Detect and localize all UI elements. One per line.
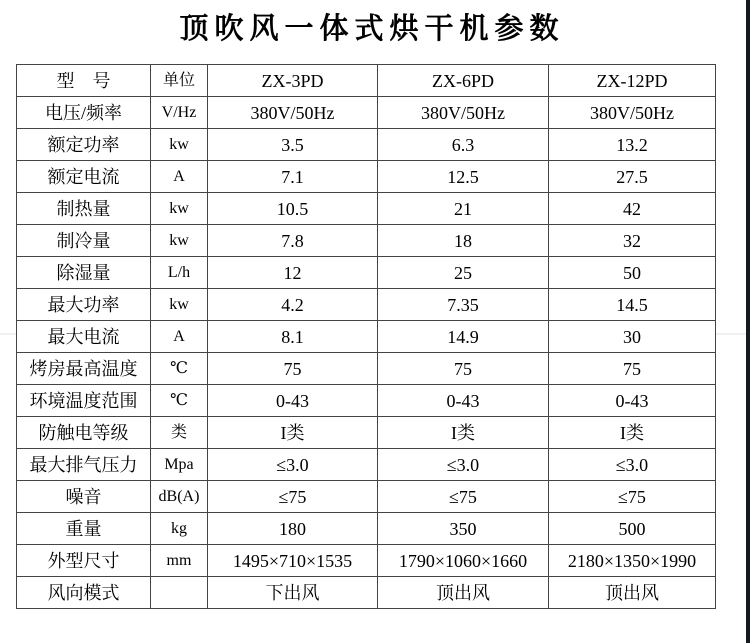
column-header-unit: 单位 — [151, 65, 208, 97]
unit-cell: mm — [151, 545, 208, 577]
zx-12pd-value-cell: 顶出风 — [549, 577, 716, 609]
unit-cell: kw — [151, 129, 208, 161]
zx-12pd-value-cell: 0-43 — [549, 385, 716, 417]
column-header-zx-6pd: ZX-6PD — [378, 65, 549, 97]
zx-12pd-value-cell: I类 — [549, 417, 716, 449]
table-row — [17, 417, 716, 449]
spec-label-cell: 烤房最高温度 — [17, 353, 151, 385]
zx-6pd-value-cell: 6.3 — [378, 129, 549, 161]
zx-12pd-value-cell: ≤75 — [549, 481, 716, 513]
zx-6pd-value-cell: 顶出风 — [378, 577, 549, 609]
zx-3pd-value-cell: 12 — [208, 257, 378, 289]
zx-12pd-value-cell: ≤3.0 — [549, 449, 716, 481]
table-row — [17, 513, 716, 545]
unit-cell: ℃ — [151, 353, 208, 385]
table-row — [17, 193, 716, 225]
zx-3pd-value-cell: 7.1 — [208, 161, 378, 193]
spec-label-cell: 额定功率 — [17, 129, 151, 161]
spec-label-cell: 环境温度范围 — [17, 385, 151, 417]
zx-6pd-value-cell: 1790×1060×1660 — [378, 545, 549, 577]
zx-3pd-value-cell: 10.5 — [208, 193, 378, 225]
zx-6pd-value-cell: 12.5 — [378, 161, 549, 193]
unit-cell: kw — [151, 225, 208, 257]
spec-label-cell: 额定电流 — [17, 161, 151, 193]
spec-label-cell: 防触电等级 — [17, 417, 151, 449]
table-row — [17, 353, 716, 385]
zx-12pd-value-cell: 27.5 — [549, 161, 716, 193]
table-row — [17, 449, 716, 481]
zx-12pd-value-cell: 75 — [549, 353, 716, 385]
zx-3pd-value-cell: ≤75 — [208, 481, 378, 513]
spec-label-cell: 制热量 — [17, 193, 151, 225]
zx-3pd-value-cell: 380V/50Hz — [208, 97, 378, 129]
zx-12pd-value-cell: 2180×1350×1990 — [549, 545, 716, 577]
zx-12pd-value-cell: 32 — [549, 225, 716, 257]
zx-3pd-value-cell: ≤3.0 — [208, 449, 378, 481]
table-row — [17, 321, 716, 353]
zx-3pd-value-cell: 1495×710×1535 — [208, 545, 378, 577]
table-row — [17, 481, 716, 513]
spec-label-cell: 最大排气压力 — [17, 449, 151, 481]
spec-table — [16, 64, 716, 609]
zx-6pd-value-cell: 18 — [378, 225, 549, 257]
table-row — [17, 257, 716, 289]
zx-12pd-value-cell: 50 — [549, 257, 716, 289]
zx-6pd-value-cell: 21 — [378, 193, 549, 225]
header-row — [17, 65, 716, 97]
zx-6pd-value-cell: 7.35 — [378, 289, 549, 321]
spec-label-cell: 外型尺寸 — [17, 545, 151, 577]
table-row — [17, 545, 716, 577]
unit-cell — [151, 577, 208, 609]
zx-3pd-value-cell: I类 — [208, 417, 378, 449]
zx-3pd-value-cell: 0-43 — [208, 385, 378, 417]
table-row — [17, 129, 716, 161]
unit-cell: V/Hz — [151, 97, 208, 129]
right-edge-strip — [746, 0, 750, 643]
spec-label-cell: 最大电流 — [17, 321, 151, 353]
zx-6pd-value-cell: ≤3.0 — [378, 449, 549, 481]
zx-3pd-value-cell: 8.1 — [208, 321, 378, 353]
spec-label-cell: 重量 — [17, 513, 151, 545]
zx-6pd-value-cell: 25 — [378, 257, 549, 289]
column-header-zx-12pd: ZX-12PD — [549, 65, 716, 97]
spec-label-cell: 制冷量 — [17, 225, 151, 257]
zx-12pd-value-cell: 13.2 — [549, 129, 716, 161]
zx-6pd-value-cell: 0-43 — [378, 385, 549, 417]
table-row — [17, 161, 716, 193]
unit-cell: ℃ — [151, 385, 208, 417]
spec-label-cell: 电压/频率 — [17, 97, 151, 129]
zx-3pd-value-cell: 75 — [208, 353, 378, 385]
table-row — [17, 577, 716, 609]
table-row — [17, 385, 716, 417]
zx-3pd-value-cell: 4.2 — [208, 289, 378, 321]
zx-3pd-value-cell: 180 — [208, 513, 378, 545]
spec-table-body — [17, 97, 716, 609]
zx-6pd-value-cell: I类 — [378, 417, 549, 449]
unit-cell: Mpa — [151, 449, 208, 481]
zx-3pd-value-cell: 7.8 — [208, 225, 378, 257]
column-header-model: 型 号 — [17, 65, 151, 97]
zx-12pd-value-cell: 30 — [549, 321, 716, 353]
unit-cell: kw — [151, 289, 208, 321]
page-title: 顶吹风一体式烘干机参数 — [179, 11, 565, 45]
zx-12pd-value-cell: 500 — [549, 513, 716, 545]
zx-3pd-value-cell: 下出风 — [208, 577, 378, 609]
zx-12pd-value-cell: 42 — [549, 193, 716, 225]
unit-cell: dB(A) — [151, 481, 208, 513]
spec-label-cell: 除湿量 — [17, 257, 151, 289]
zx-6pd-value-cell: 75 — [378, 353, 549, 385]
unit-cell: 类 — [151, 417, 208, 449]
zx-12pd-value-cell: 14.5 — [549, 289, 716, 321]
table-row — [17, 289, 716, 321]
table-row — [17, 225, 716, 257]
zx-6pd-value-cell: ≤75 — [378, 481, 549, 513]
zx-6pd-value-cell: 14.9 — [378, 321, 549, 353]
table-row — [17, 97, 716, 129]
zx-3pd-value-cell: 3.5 — [208, 129, 378, 161]
spec-label-cell: 风向模式 — [17, 577, 151, 609]
column-header-zx-3pd: ZX-3PD — [208, 65, 378, 97]
spec-label-cell: 最大功率 — [17, 289, 151, 321]
zx-12pd-value-cell: 380V/50Hz — [549, 97, 716, 129]
spec-label-cell: 噪音 — [17, 481, 151, 513]
unit-cell: L/h — [151, 257, 208, 289]
zx-6pd-value-cell: 380V/50Hz — [378, 97, 549, 129]
unit-cell: A — [151, 161, 208, 193]
unit-cell: A — [151, 321, 208, 353]
unit-cell: kg — [151, 513, 208, 545]
zx-6pd-value-cell: 350 — [378, 513, 549, 545]
unit-cell: kw — [151, 193, 208, 225]
